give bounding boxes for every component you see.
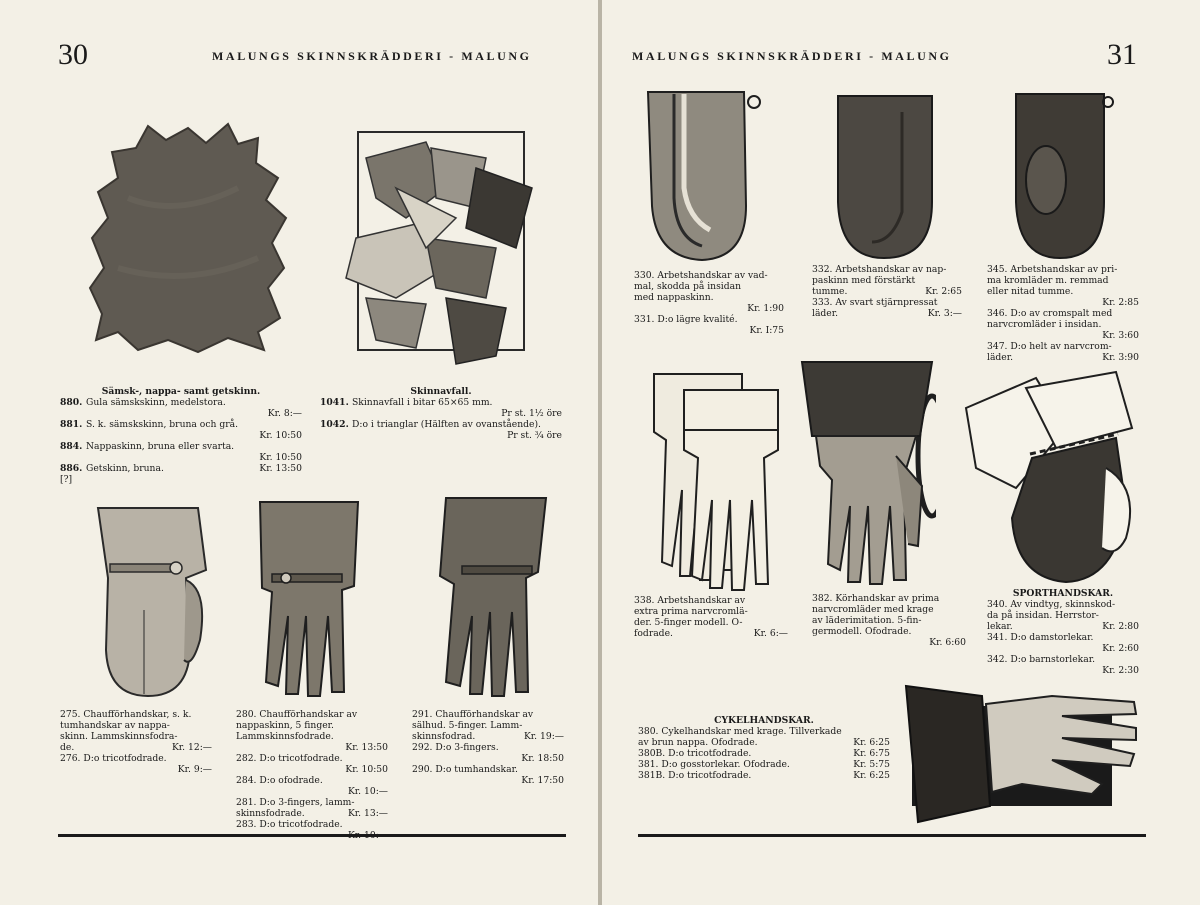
item-line: narvcromläder med krage	[812, 604, 934, 615]
page-number: 30	[58, 38, 88, 71]
item-line: 886. Getskinn, bruna. Kr. 13:50	[60, 463, 302, 474]
item-line: 290. D:o tumhandskar.	[412, 764, 518, 775]
item-line: 283. D:o tricotfodrade.	[236, 819, 343, 830]
item-price: Kr. 10:50	[259, 452, 302, 463]
work-glove-pair-illustration	[644, 370, 784, 592]
caption-sport	[987, 588, 1139, 676]
item-price: Kr. 2:85	[1102, 297, 1139, 308]
item-price: Kr. 10:50	[345, 764, 388, 775]
caption-280	[236, 709, 388, 841]
item-line: av brun nappa. Ofodrade. Kr. 6:25	[638, 737, 890, 748]
item-line: 1042. D:o i trianglar (Hälften av ovanstående).	[320, 419, 541, 430]
item-line: skinnsfodrade. Kr. 13:—	[236, 808, 388, 819]
caption-hides	[60, 386, 302, 485]
caption-345	[987, 264, 1139, 363]
item-line: skinnsfodrad. Kr. 19:—	[412, 731, 564, 742]
running-head: MALUNGS SKINNSKRÄDDERI - MALUNG	[632, 49, 952, 63]
cycling-gauntlet-illustration	[902, 676, 1142, 826]
item-price: Kr. 1:90	[747, 303, 784, 314]
item-line: av läderimitation. 5-fin-	[812, 615, 922, 626]
leather-scraps-illustration	[336, 128, 540, 368]
item-line: 276. D:o tricotfodrade.	[60, 753, 167, 764]
item-line: der. 5-finger modell. O-	[634, 617, 743, 628]
item-line: extra prima narvcromlä-	[634, 606, 748, 617]
item-line: eller nitad tumme.	[987, 286, 1074, 297]
item-line: fodrade. Kr. 6:—	[634, 628, 788, 639]
item-price: Kr. 18:50	[521, 753, 564, 764]
page-number: 31	[1107, 38, 1137, 71]
item-line: 884. Nappaskinn, bruna eller svarta.	[60, 441, 235, 452]
bottom-rule	[58, 834, 566, 837]
hide-illustration	[88, 118, 298, 358]
item-line: mal, skodda på insidan	[634, 281, 742, 292]
item-price: Kr. 17:50	[521, 775, 564, 786]
item-line: 380. Cykelhandskar med krage. Tillverkade	[638, 726, 842, 737]
item-price: Kr. I:75	[749, 325, 784, 336]
item-price: Kr. 2:60	[1102, 643, 1139, 654]
running-head: MALUNGS SKINNSKRÄDDERI - MALUNG	[212, 49, 532, 63]
item-line: 332. Arbetshandskar av nap-	[812, 264, 947, 275]
item-line: läder. Kr. 3:—	[812, 308, 962, 319]
item-line: germodell. Ofodrade.	[812, 626, 912, 637]
item-line: 380B. D:o tricotfodrade. Kr. 6:75	[638, 748, 890, 759]
caption-330	[634, 270, 784, 336]
item-line: 1041. Skinnavfall i bitar 65×65 mm.	[320, 397, 493, 408]
item-line: nappaskinn, 5 finger.	[236, 720, 334, 731]
caption-291	[412, 709, 564, 786]
item-line: 330. Arbetshandskar av vad-	[634, 270, 768, 281]
caption-heading: SPORTHANDSKAR.	[1012, 588, 1114, 599]
dark-work-mitten-illustration	[832, 92, 942, 262]
caption-382	[812, 593, 966, 648]
item-line: narvcromläder i insidan.	[987, 319, 1102, 330]
caption-scraps	[320, 386, 562, 441]
item-price: Kr. 8:—	[267, 408, 302, 419]
item-price: Kr. 2:30	[1102, 665, 1139, 676]
item-line: 275. Chaufförhandskar, s. k.	[60, 709, 192, 720]
caption-cycle	[638, 715, 890, 781]
driving-glove-illustration	[796, 356, 936, 588]
item-line: skinn. Lammskinnsfodra-	[60, 731, 178, 742]
caption-338	[634, 595, 788, 639]
item-line: 381. D:o gosstorlekar. Ofodrade. Kr. 5:75	[638, 759, 890, 770]
item-line: 281. D:o 3-fingers, lamm-	[236, 797, 355, 808]
item-line: 342. D:o barnstorlekar.	[987, 654, 1096, 665]
item-price: Kr. 9:—	[177, 764, 212, 775]
item-line: tumhandskar av nappa-	[60, 720, 170, 731]
gauntlet-glove-illustration	[432, 492, 552, 698]
item-line: 340. Av vindtyg, skinnskod-	[987, 599, 1116, 610]
oval-thumb-mitten-illustration	[1012, 88, 1122, 264]
item-line: 880. Gula sämskskinn, medelstora.	[60, 397, 226, 408]
item-line: 292. D:o 3-fingers.	[412, 742, 499, 753]
item-line: 333. Av svart stjärnpressat	[812, 297, 938, 308]
item-line: 291. Chaufförhandskar av	[412, 709, 534, 720]
item-line: 881. S. k. sämskskinn, bruna och grå.	[60, 419, 238, 430]
illegible-text: [?]	[60, 474, 73, 485]
mitten-illustration	[88, 500, 212, 700]
chauffeur-glove-illustration	[254, 496, 364, 702]
caption-heading: CYKELHANDSKAR.	[714, 715, 814, 726]
item-line: 341. D:o damstorlekar.	[987, 632, 1094, 643]
item-line: 280. Chaufförhandskar av	[236, 709, 358, 720]
item-line: 382. Körhandskar av prima	[812, 593, 940, 604]
item-price: Kr. 10:—	[347, 786, 388, 797]
item-price: Pr st. 1½ öre	[501, 408, 562, 419]
item-line: sälhud. 5-finger. Lamm-	[412, 720, 523, 731]
item-line: 282. D:o tricotfodrade.	[236, 753, 343, 764]
item-line: lekar. Kr. 2:80	[987, 621, 1139, 632]
item-line: 346. D:o av cromspalt med	[987, 308, 1113, 319]
item-line: 381B. D:o tricotfodrade. Kr. 6:25	[638, 770, 890, 781]
item-line: 347. D:o helt av narvcrom-	[987, 341, 1112, 352]
item-line: 345. Arbetshandskar av pri-	[987, 264, 1118, 275]
item-price: Kr. 3:60	[1102, 330, 1139, 341]
work-mitten-illustration	[644, 88, 774, 264]
item-price: Kr. 13:50	[345, 742, 388, 753]
item-line: paskinn med förstärkt	[812, 275, 916, 286]
caption-275	[60, 709, 212, 775]
catalog-page-left	[0, 0, 598, 905]
item-line: de. Kr. 12:—	[60, 742, 212, 753]
item-line: tumme. Kr. 2:65	[812, 286, 962, 297]
catalog-page-right	[602, 0, 1200, 905]
item-line: med nappaskinn.	[634, 292, 714, 303]
item-line: Lammskinnsfodrade.	[236, 731, 334, 742]
caption-332	[812, 264, 962, 319]
sport-mitten-illustration	[956, 368, 1140, 588]
item-price: Pr st. ¾ öre	[507, 430, 562, 441]
caption-heading: Sämsk-, nappa- samt getskinn.	[101, 386, 261, 397]
caption-heading: Skinnavfall.	[410, 386, 472, 397]
item-line: ma kromläder m. remmad	[987, 275, 1109, 286]
item-line: da på insidan. Herrstor-	[987, 610, 1099, 621]
item-line: läder. Kr. 3:90	[987, 352, 1139, 363]
item-line: 331. D:o lägre kvalité.	[634, 314, 738, 325]
item-price: Kr. 10:50	[259, 430, 302, 441]
bottom-rule	[638, 834, 1146, 837]
item-line: 338. Arbetshandskar av	[634, 595, 746, 606]
item-price: Kr. 6:60	[929, 637, 966, 648]
item-line: 284. D:o ofodrade.	[236, 775, 323, 786]
